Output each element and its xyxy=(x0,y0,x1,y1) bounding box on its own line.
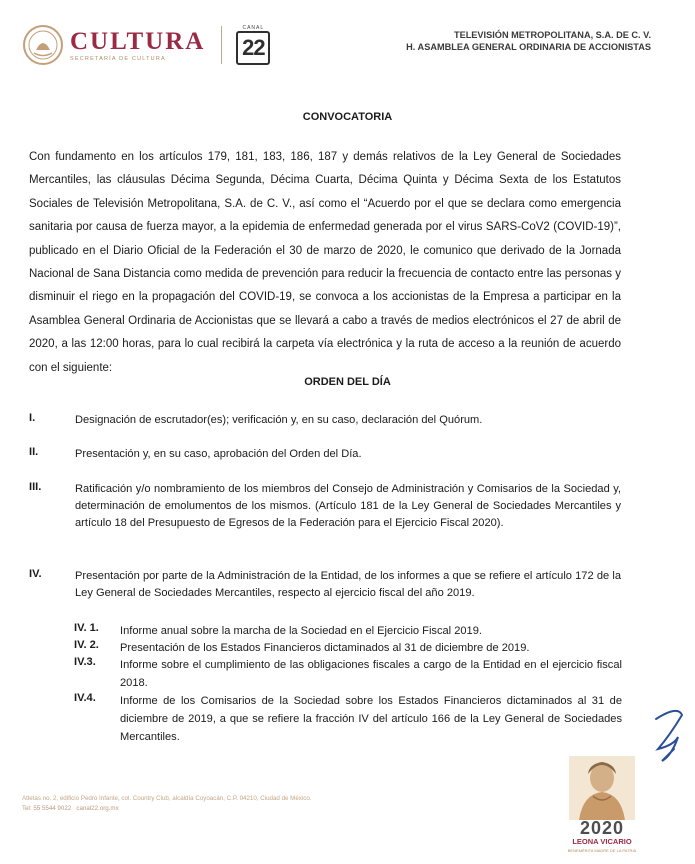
agenda-item-text: Presentación por parte de la Administración de la Entidad, de los informes a que se refiere el artículo 172 de la Ley General de Sociedades Mercantiles, respecto al ejercicio fiscal del año 2019. xyxy=(75,570,621,599)
company-name: TELEVISIÓN METROPOLITANA, S.A. DE C. V. xyxy=(453,30,651,40)
agenda-subitem-number: IV.3. xyxy=(74,656,96,668)
agenda-item-number: III. xyxy=(29,481,42,493)
footer-website: canal22.org.mx xyxy=(76,805,119,812)
header-logos xyxy=(22,20,270,70)
canal22-number: 22 xyxy=(236,31,270,65)
cultura-wordmark: CULTURA xyxy=(70,27,206,55)
agenda-subitem-text: Presentación de los Estados Financieros dictaminados al 31 de diciembre de 2019. xyxy=(120,642,530,654)
signature-icon xyxy=(648,705,692,765)
agenda-subitem xyxy=(74,622,622,640)
canal22-logo-icon xyxy=(236,25,270,65)
agenda-item-text: Ratificación y/o nombramiento de los miembros del Consejo de Administración y Comisarios de la Sociedad y, determinación de emolumentos de los mismos. (Artículo 181 de la Ley General de Sociedades Mercantiles y artículo 18 del Presupuesto de Egresos de la Federación para el Ejercicio Fiscal 2020). xyxy=(75,483,621,529)
intro-paragraph: Con fundamento en los artículos 179, 181, 183, 186, 187 y demás relativos de la Ley General de Sociedades Mercantiles, las cláusulas Décima Segunda, Décima Cuarta, Décima Quinta y Décima Sexta de los Estatutos Sociales de Televisión Metropolitana, S.A. de C. V., así como el “Acuerdo por el que se declara como emergencia sanitaria por causa de fuerza mayor, a la epidemia de enfermedad generada por el virus SARS-CoV2 (COVID-19)”, publicado en el Diario Oficial de la Federación el 30 de marzo de 2020, le comunico que derivado de la Jornada Nacional de Sana Distancia como medida de prevención para reducir la frecuencia de contacto entre las personas y disminuir el riego en la propagación del COVID-19, se convoca a los accionistas de la Empresa a participar en la Asamblea General Ordinaria de Accionistas que se llevará a cabo a través de medios electrónicos el 27 de abril de 2020, a las 12:00 horas, para lo cual recibirá la carpeta vía electrónica y la ruta de acceso a la reunión de acuerdo con el siguiente: xyxy=(29,151,621,374)
agenda-item xyxy=(29,568,621,602)
agenda-subitem-text: Informe anual sobre la marcha de la Sociedad en el Ejercicio Fiscal 2019. xyxy=(120,625,482,637)
assembly-name: H. ASAMBLEA GENERAL ORDINARIA DE ACCIONISTAS xyxy=(406,42,651,53)
agenda-item xyxy=(29,412,621,429)
footer-phone: Tel: 55 5544 9022 xyxy=(22,805,72,812)
leona-vicario-portrait-icon xyxy=(569,756,635,820)
agenda-item-text: Designación de escrutador(es); verificación y, en su caso, declaración del Quórum. xyxy=(75,414,483,426)
cultura-logo xyxy=(70,29,205,62)
government-seal-icon xyxy=(22,24,64,66)
badge-subtitle: BENEMÉRITA MADRE DE LA PATRIA xyxy=(567,848,637,853)
footer-contact xyxy=(22,794,312,814)
agenda-subitem xyxy=(74,692,622,746)
agenda-subitem-text: Informe de los Comisarios de la Sociedad sobre los Estados Financieros dictaminados al 31 de diciembre de 2019, a que se refiere la fracción IV del artículo 166 de la Ley General de Sociedades Mercantiles. xyxy=(120,695,622,743)
agenda-item-number: II. xyxy=(29,446,39,458)
agenda-item xyxy=(29,481,621,532)
agenda-subitem-number: IV.4. xyxy=(74,692,96,704)
logo-divider xyxy=(221,26,222,64)
agenda-subitem xyxy=(74,639,622,657)
agenda-item-number: IV. xyxy=(29,568,42,580)
agenda-item xyxy=(29,446,621,463)
cultura-subtitle: SECRETARÍA DE CULTURA xyxy=(70,55,166,62)
footer-address: Atletas no. 2, edificio Pedro Infante, col. Country Club, alcaldía Coyoacán, C.P. 04210, Ciudad de México. xyxy=(22,795,312,802)
header-company-info xyxy=(406,29,651,54)
agenda-subitem-number: IV. 2. xyxy=(74,639,99,651)
agenda-title: ORDEN DEL DÍA xyxy=(304,376,391,388)
agenda-subitem-text: Informe sobre el cumplimiento de las obligaciones fiscales a cargo de la Entidad en el ejercicio fiscal 2018. xyxy=(120,659,622,689)
agenda-item-number: I. xyxy=(29,412,36,424)
badge-name: LEONA VICARIO xyxy=(572,837,632,846)
canal-word: CANAL xyxy=(242,25,265,31)
agenda-subitem xyxy=(74,656,622,692)
footer-phone-web xyxy=(22,804,312,814)
badge-year: 2020 xyxy=(579,818,625,838)
agenda-item-text: Presentación y, en su caso, aprobación del Orden del Día. xyxy=(75,448,362,460)
document-title: CONVOCATORIA xyxy=(302,111,393,123)
agenda-subitem-number: IV. 1. xyxy=(74,622,99,634)
